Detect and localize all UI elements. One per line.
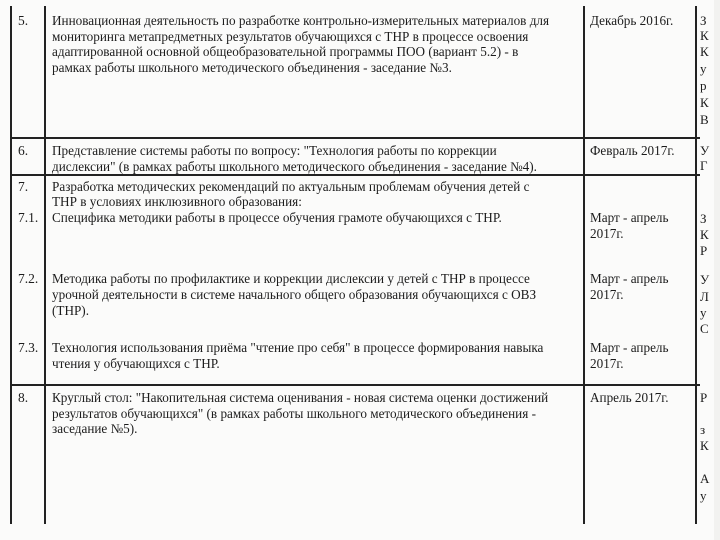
cut-off-text: К xyxy=(700,44,709,59)
row-date: Март - апрель xyxy=(590,271,669,286)
row-number: 5. xyxy=(18,13,29,28)
table-col-divider-1 xyxy=(44,6,46,524)
row-date: Апрель 2017г. xyxy=(590,390,669,405)
row-text-line: Специфика методики работы в процессе обучения грамоте обучающихся с ТНР. xyxy=(52,210,502,225)
row-date: 2017г. xyxy=(590,287,624,302)
row-number: 7.1. xyxy=(18,210,39,225)
page-edge xyxy=(714,0,720,540)
cut-off-text: з xyxy=(700,422,706,437)
cut-off-text: В xyxy=(700,112,709,127)
cut-off-text: Г xyxy=(700,158,708,173)
cut-off-text: У xyxy=(700,272,710,287)
row-text-line: Представление системы работы по вопросу: "Технология работы по коррекции xyxy=(52,143,497,158)
cut-off-text: З xyxy=(700,211,707,226)
row-date: Февраль 2017г. xyxy=(590,143,675,158)
row-text-line: Методика работы по профилактике и коррекции дислексии у детей с ТНР в процессе xyxy=(52,271,530,286)
row-text-line: мониторинга метапредметных результатов обучающихся с ТНР в процессе освоения xyxy=(52,28,529,44)
row-date: Декабрь 2016г. xyxy=(590,13,674,28)
row-text-line: Круглый стол: "Накопительная система оценивания - новая система оценки достижений xyxy=(52,390,549,405)
row-number: 7.2. xyxy=(18,271,39,286)
table-col-divider-2 xyxy=(583,6,585,524)
row-number: 8. xyxy=(18,390,29,405)
cut-off-text: К xyxy=(700,438,709,453)
row-text-line: Разработка методических рекомендаций по актуальным проблемам обучения детей с xyxy=(52,179,530,194)
row-text-line: (ТНР). xyxy=(52,303,89,318)
table-row-divider xyxy=(10,137,700,139)
cut-off-text: К xyxy=(700,227,709,242)
row-date: Март - апрель xyxy=(590,340,669,355)
row-text-line: дислексии" (в рамках работы школьного методического объединения - заседание №4). xyxy=(52,158,537,174)
row-text-line: урочной деятельности в системе начального общего образования обучающихся с ОВЗ xyxy=(52,287,537,302)
table-col-divider-3 xyxy=(695,6,697,524)
row-text-line: результатов обучающихся" (в рамках работы школьного методического объединения - xyxy=(52,405,536,421)
cut-off-text: Р xyxy=(700,243,708,258)
row-text-line: адаптированной основной общеобразовательной программы ПОО (вариант 5.2) - в xyxy=(52,44,519,59)
cut-off-text: К xyxy=(700,95,709,110)
row-number: 7. xyxy=(18,179,29,194)
cut-off-text: С xyxy=(700,321,709,336)
cut-off-text: р xyxy=(700,78,707,93)
row-date: 2017г. xyxy=(590,226,624,241)
cut-off-text: А xyxy=(700,471,710,486)
row-number: 6. xyxy=(18,143,29,158)
row-text-line: Инновационная деятельность по разработке контрольно-измерительных материалов для xyxy=(52,13,550,28)
table-row-divider xyxy=(10,174,700,176)
cut-off-text: Л xyxy=(700,289,709,304)
table-row-divider xyxy=(10,384,700,386)
row-text-line: Технология использования приёма "чтение про себя" в процессе формирования навыка xyxy=(52,340,544,355)
cut-off-text: З xyxy=(700,13,707,28)
cut-off-text: Р xyxy=(700,390,708,405)
row-number: 7.3. xyxy=(18,340,39,355)
row-text-line: заседание №5). xyxy=(52,421,138,436)
row-date: 2017г. xyxy=(590,356,624,371)
cut-off-text: У xyxy=(700,143,710,158)
cut-off-text: у xyxy=(700,305,707,320)
row-text-line: чтения у обучающихся с ТНР. xyxy=(52,355,220,371)
row-date: Март - апрель xyxy=(590,210,669,225)
cut-off-text: К xyxy=(700,28,709,43)
row-text-line: ТНР в условиях инклюзивного образования: xyxy=(52,194,302,209)
cut-off-text: у xyxy=(700,488,707,503)
cut-off-text: у xyxy=(700,61,707,76)
row-text-line: рамках работы школьного методического объединения - заседание №3. xyxy=(52,59,452,75)
table-left-border xyxy=(10,6,12,524)
